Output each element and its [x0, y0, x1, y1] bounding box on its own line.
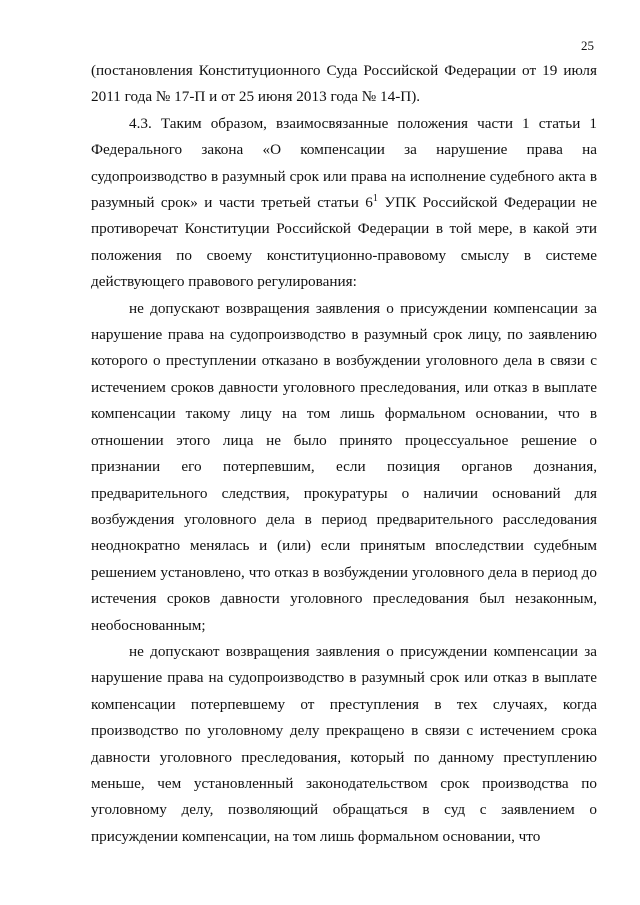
paragraph-conclusion-4-3-text: 4.3. Таким образом, взаимосвязанные положения части 1 статьи 1 Федерального закона «О компенсации за нарушение права на судопроизводство в разумный срок или права на исполнение судебного акта в разумный срок» и части третьей статьи 6	[91, 114, 597, 212]
paragraph-conclusion-4-3-text-continued: УПК Российской Федерации не противоречат Конституции Российской Федерации в той мере, в какой эти положения по своему конституционно-правовому смыслу в системе действующего правового регулирования:	[91, 194, 597, 291]
paragraph-conclusion-4-3	[91, 111, 597, 296]
paragraph-second-provision: не допускают возвращения заявления о присуждении компенсации за нарушение права на судопроизводство в разумный срок или отказ в выплате компенсации потерпевшему от преступления в тех случаях, когда производство по уголовному делу прекращено в связи с истечением срока давности уголовного преследования, который по данному преступлению меньше, чем установленный законодательством срок производства по уголовному делу, позволяющий обращаться в суд с заявлением о присуждении компенсации, на том лишь формальном основании, что	[91, 642, 597, 845]
paragraph-first-provision: не допускают возвращения заявления о присуждении компенсации за нарушение права на судопроизводство в разумный срок лицу, по заявлению которого о преступлении отказано в возбуждении уголовного дела в связи с истечением сроков давности уголовного преследования, или отказ в выплате компенсации такому лицу на том лишь формальном основании, что в отношении этого лица не было принято процессуальное решение о признании его потерпевшим, если позиция органов дознания, предварительного следствия, прокуратуры о наличии оснований для возбуждения уголовного дела в период предварительного расследования неоднократно менялась и (или) если принятым впоследствии судебным решением установлено, что отказ в возбуждении уголовного дела в период до истечения сроков давности уголовного преследования был незаконным, необоснованным;	[91, 299, 597, 634]
superscript-article-index: 1	[372, 192, 378, 204]
paragraph-court-rulings-reference: (постановления Конституционного Суда Российской Федерации от 19 июля 2011 года № 17-П и от 25 июня 2013 года № 14-П).	[91, 62, 597, 106]
page-number: 25	[581, 38, 594, 53]
document-body	[91, 58, 597, 850]
